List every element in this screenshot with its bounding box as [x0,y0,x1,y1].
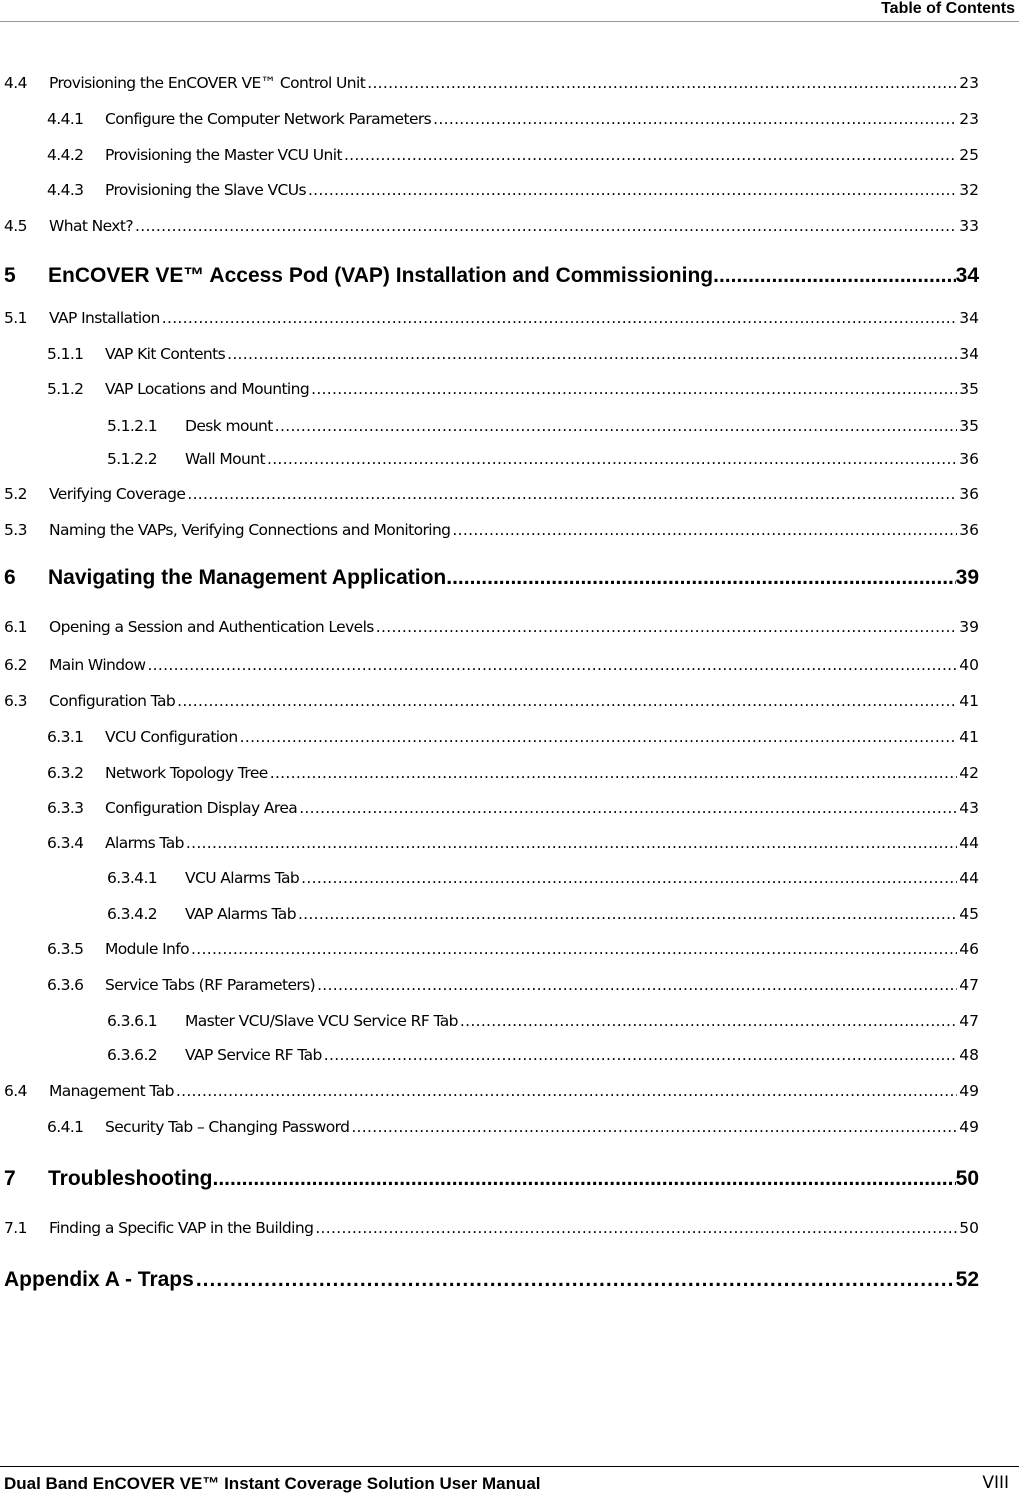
toc-entry-page: 42 [959,764,979,782]
toc-entry-page: 36 [959,521,979,539]
toc-dot-leader [460,1012,957,1030]
toc-entry-page: 45 [959,905,979,923]
toc-entry-page: 46 [959,940,979,958]
toc-entry-title: Configuration Display Area [105,799,298,817]
toc-entry[interactable] [0,1213,979,1237]
toc-entry-page: 43 [959,799,979,817]
toc-entry[interactable] [0,899,979,923]
toc-entry-title: Provisioning the Master VCU Unit [105,146,342,164]
toc-entry[interactable] [0,612,979,636]
toc-entry[interactable] [0,1040,979,1064]
toc-dot-leader [267,450,957,468]
toc-entry[interactable] [0,515,979,539]
toc-entry-page: 41 [959,728,979,746]
toc-dot-leader [177,692,957,710]
toc-dot-leader [311,380,957,398]
toc-dot-leader [351,1118,957,1136]
toc-dot-leader [344,146,957,164]
toc-entry[interactable] [0,970,979,994]
header-title: Table of Contents [881,0,1015,17]
toc-entry-number: 6.3.6 [47,976,84,994]
toc-entry-title: VAP Installation [49,309,160,327]
toc-entry-page: 23 [959,74,979,92]
toc-entry-title: VAP Kit Contents [105,345,226,363]
toc-entry-title: Verifying Coverage [49,485,186,503]
toc-entry-title: Provisioning the EnCOVER VE™ Control Unit [49,74,366,92]
toc-entry-number: 6.3.3 [47,799,84,817]
toc-dot-leader [376,618,957,636]
toc-entry-title: Wall Mount [185,450,265,468]
toc-entry-number: 4.4.1 [47,110,84,128]
toc-entry-title: Module Info [105,940,190,958]
toc-entry-number: 5.1.2.1 [107,417,158,435]
toc-entry[interactable] [0,1006,979,1030]
toc-entry-page: 34 [955,264,979,287]
toc-entry-page: 47 [959,976,979,994]
toc-entry-number: 6.3.2 [47,764,84,782]
toc-entry-number: 5.1 [4,309,27,327]
toc-entry[interactable] [0,1262,979,1292]
toc-entry[interactable] [0,934,979,958]
toc-entry[interactable] [0,758,979,782]
toc-entry-number: 6.3.4 [47,834,84,852]
toc-entry[interactable] [0,722,979,746]
toc-entry-page: 35 [959,380,979,398]
toc-dot-leader [452,521,957,539]
toc-entry-page: 52 [955,1268,979,1291]
toc-entry-number: 6 [4,566,16,589]
toc-entry-number: 7 [4,1167,16,1190]
toc-dot-leader [308,181,957,199]
toc-dot-leader [270,764,958,782]
toc-entry-page: 34 [959,309,979,327]
toc-entry[interactable] [0,303,979,327]
toc-entry[interactable] [0,1112,979,1136]
toc-entry-title: Service Tabs (RF Parameters) [105,976,316,994]
toc-entry-page: 44 [959,869,979,887]
toc-entry-title: VAP Service RF Tab [185,1046,322,1064]
toc-entry-number: 6.3.5 [47,940,84,958]
toc-entry-title: Management Tab [49,1082,174,1100]
toc-entry-page: 40 [959,656,979,674]
toc-entry-page: 39 [955,566,979,589]
toc-entry-title: Configure the Computer Network Parameters [105,110,432,128]
toc-entry-page: 25 [959,146,979,164]
toc-dot-leader [446,566,955,590]
toc-entry-page: 49 [959,1118,979,1136]
toc-entry-title: Network Topology Tree [105,764,268,782]
toc-entry-title: Appendix A - Traps [4,1268,194,1291]
toc-dot-leader [275,417,958,435]
toc-entry-title: Security Tab – Changing Password [105,1118,350,1136]
toc-entry[interactable] [0,1076,979,1100]
footer-title: Dual Band EnCOVER VE™ Instant Coverage Solution User Manual [4,1474,541,1493]
toc-entry-number: 5.1.2.2 [107,450,158,468]
toc-dot-leader [315,1219,957,1237]
toc-entry-page: 23 [959,110,979,128]
toc-entry-page: 32 [959,181,979,199]
toc-entry-title: Alarms Tab [105,834,184,852]
toc-entry-number: 5 [4,264,16,287]
toc-entry-number: 5.3 [4,521,27,539]
toc-entry-number: 4.5 [4,217,27,235]
toc-entry-number: 4.4 [4,74,27,92]
toc-entry-title: VAP Locations and Mounting [105,380,310,398]
toc-entry[interactable] [0,863,979,887]
toc-entry-page: 50 [959,1219,979,1237]
toc-entry[interactable] [0,793,979,817]
toc-entry[interactable] [0,339,979,363]
toc-entry-page: 50 [955,1167,979,1190]
toc-entry-title: Desk mount [185,417,273,435]
toc-entry-page: 47 [959,1012,979,1030]
toc-entry-number: 6.3.6.1 [107,1012,158,1030]
toc-entry[interactable] [0,68,979,92]
toc-dot-leader [240,728,958,746]
toc-entry-number: 5.2 [4,485,27,503]
toc-entry[interactable] [0,140,979,164]
toc-entry-title: EnCOVER VE™ Access Pod (VAP) Installation and Commissioning [48,264,714,287]
toc-entry[interactable] [0,444,979,468]
toc-entry-page: 41 [959,692,979,710]
toc-entry-title: Troubleshooting [48,1167,213,1190]
toc-entry-title: Navigating the Management Application [48,566,447,589]
toc-entry-page: 49 [959,1082,979,1100]
toc-entry-page: 36 [959,485,979,503]
toc-dot-leader [135,217,957,235]
toc-entry-title: Finding a Specific VAP in the Building [49,1219,314,1237]
toc-entry[interactable] [0,828,979,852]
toc-entry-title: VAP Alarms Tab [185,905,296,923]
toc-entry-page: 36 [959,450,979,468]
toc-entry-number: 7.1 [4,1219,27,1237]
toc-dot-leader [301,869,957,887]
toc-dot-leader [147,656,957,674]
page-footer [0,1466,1019,1497]
toc-entry-title: Main Window [49,656,146,674]
toc-entry-number: 4.4.3 [47,181,84,199]
toc-entry-number: 6.2 [4,656,27,674]
toc-dot-leader [191,940,957,958]
toc-entry-number: 6.3.6.2 [107,1046,158,1064]
toc-entry-number: 6.4.1 [47,1118,84,1136]
toc-dot-leader [713,264,956,288]
toc-dot-leader [324,1046,958,1064]
toc-dot-leader [433,110,957,128]
toc-entry-page: 33 [959,217,979,235]
toc-entry-page: 44 [959,834,979,852]
toc-entry-page: 48 [959,1046,979,1064]
toc-entry[interactable] [0,211,979,235]
toc-entry-title: Provisioning the Slave VCUs [105,181,306,199]
toc-entry-title: What Next? [49,217,133,235]
toc-entry-title: Opening a Session and Authentication Levels [49,618,374,636]
toc-entry[interactable] [0,175,979,199]
page-header [0,0,1019,22]
toc-entry-number: 6.1 [4,618,27,636]
toc-entry-title: Master VCU/Slave VCU Service RF Tab [185,1012,458,1030]
toc-dot-leader [176,1082,957,1100]
toc-entry[interactable] [0,560,979,590]
toc-entry-number: 6.4 [4,1082,27,1100]
toc-dot-leader [317,976,957,994]
toc-dot-leader [367,74,957,92]
toc-entry-title: Configuration Tab [49,692,176,710]
toc-entry-title: VCU Configuration [105,728,238,746]
toc-dot-leader [227,345,957,363]
toc-dot-leader [186,834,957,852]
toc-entry[interactable] [0,374,979,398]
toc-entry-number: 6.3.1 [47,728,84,746]
toc-entry-number: 6.3.4.2 [107,905,158,923]
toc-entry[interactable] [0,479,979,503]
toc-entry-number: 5.1.2 [47,380,84,398]
toc-dot-leader [298,905,957,923]
toc-entry-page: 34 [959,345,979,363]
toc-entry-title: VCU Alarms Tab [185,869,300,887]
toc-dot-leader [196,1268,954,1292]
toc-entry-page: 35 [959,417,979,435]
toc-dot-leader [299,799,957,817]
toc-entry-number: 5.1.1 [47,345,84,363]
toc-entry[interactable] [0,1161,979,1191]
toc-entry[interactable] [0,411,979,435]
toc-entry[interactable] [0,104,979,128]
toc-dot-leader [162,309,958,327]
toc-entry-number: 6.3 [4,692,27,710]
toc-entry[interactable] [0,686,979,710]
toc-entry-title: Naming the VAPs, Verifying Connections and Monitoring [49,521,451,539]
toc-dot-leader [187,485,957,503]
toc-entry-number: 4.4.2 [47,146,84,164]
footer-page-number: VIII [982,1473,1009,1493]
toc-entry-number: 6.3.4.1 [107,869,158,887]
toc-entry[interactable] [0,650,979,674]
toc-dot-leader [212,1167,955,1191]
toc-entry[interactable] [0,258,979,288]
toc-entry-page: 39 [959,618,979,636]
